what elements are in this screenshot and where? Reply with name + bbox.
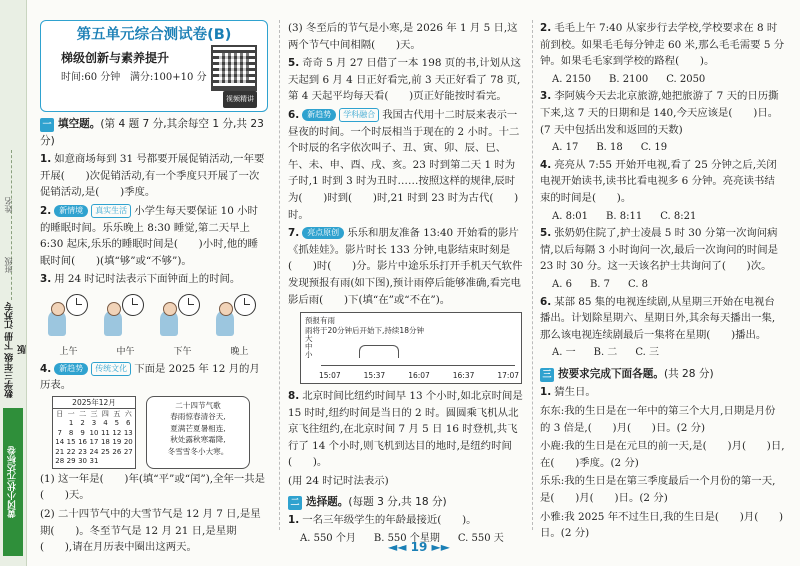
time-ticks xyxy=(319,368,519,385)
clock-label: 晚上 xyxy=(230,346,249,357)
calendar-day[interactable] xyxy=(54,419,65,429)
choice-1 xyxy=(288,512,524,529)
calendar-and-poem xyxy=(52,396,268,469)
option: B. 7 xyxy=(589,278,611,290)
calendar-day[interactable] xyxy=(111,457,122,467)
poem-line: 二十四节气歌 xyxy=(175,400,221,410)
page-number: ◄◄ 19 ►► xyxy=(388,540,450,554)
question-number: 3. xyxy=(540,90,552,103)
child-icon xyxy=(216,310,234,336)
clock-icon xyxy=(66,294,88,316)
birthday-line: 乐乐:我的生日是在第三季度最后一个月份的第一天,是( )月( )日。(2 分) xyxy=(540,475,776,505)
option: A. 17 xyxy=(552,142,579,154)
question-4-sub-2: (2) 二十四节气中的大雪节气是 12 月 7 日,是星期( )。冬至节气是 12 月 21 日,是星期( ),请在月历表中圈出这两天。 xyxy=(40,507,261,554)
option: A. 一 xyxy=(552,347,576,359)
column-right xyxy=(540,20,785,544)
calendar-day[interactable]: 21 xyxy=(55,447,65,456)
calendar-day[interactable]: 1 xyxy=(68,419,74,428)
question-3 xyxy=(40,271,268,288)
poem-line: 秋处露秋寒霜降, xyxy=(170,435,226,445)
weekday-header: 四 xyxy=(101,409,109,418)
weather-levels xyxy=(305,335,313,359)
weekday-header: 五 xyxy=(113,409,121,418)
question-text: 小学生每天要保证 10 小时的睡眠时间。乐乐晚上 8:30 睡觉,第二天早上 6:30 起床,乐乐的睡眠时间是( )小时,他的睡眠时间( )(填“够”或“不够”)。 xyxy=(40,204,258,267)
choice-2 xyxy=(540,20,785,70)
option: A. 2150 xyxy=(552,73,592,85)
question-number: 4. xyxy=(40,362,52,375)
option: B. 二 xyxy=(593,347,618,359)
page-subtitle: 梯级创新与素养提升 xyxy=(61,50,170,65)
calendar-day[interactable]: 24 xyxy=(89,447,99,456)
choice-2-options xyxy=(540,72,785,89)
option: B. 2100 xyxy=(609,73,649,85)
section-header xyxy=(540,366,785,383)
child-icon xyxy=(48,310,66,336)
level-label: 小 xyxy=(305,350,313,360)
clock-label: 上午 xyxy=(59,346,78,357)
exam-time: 时间:60 分钟 xyxy=(61,72,121,84)
spine-subject: 数学三年级 下册 江苏专版 xyxy=(5,301,28,399)
calendar-day[interactable]: 31 xyxy=(89,457,99,466)
tick-label: 16:07 xyxy=(408,371,430,381)
clock-icon xyxy=(122,294,144,316)
section-number: 三 xyxy=(540,368,554,382)
calendar-day[interactable]: 17 xyxy=(89,438,99,447)
question-text: 北京时间比纽约时间早 13 个小时,如北京时间是 15 时时,纽约时间是当日的 2 时。圆圆乘飞机从北京飞往纽约,在北京时间 7 月 5 日 16 时登机,共飞行了 14 个小时,则飞机到达目的地时,是纽约时间( )。 xyxy=(288,390,523,469)
calendar-day[interactable]: 18 xyxy=(100,438,110,447)
calendar-title: 2025年12月 xyxy=(53,397,135,409)
tag-badge: 亮点原创 xyxy=(302,227,344,239)
section-title: 填空题。 xyxy=(58,118,101,130)
calendar-day[interactable]: 27 xyxy=(123,447,133,456)
question-number: 6. xyxy=(288,108,300,121)
calendar-day[interactable]: 3 xyxy=(91,419,97,428)
birthday-line: 小鹿:我的生日是在元旦的前一天,是( )月( )日,在( )季度。(2 分) xyxy=(540,440,785,469)
option: C. 8:21 xyxy=(660,210,697,222)
calendar-day[interactable]: 19 xyxy=(112,438,122,447)
question-text: 乐乐和朋友准备 13:40 开始看的影片《抓娃娃》。影片时长 133 分钟,电影结束时刻是( )时( )分。影片中途乐乐打开手机天气软件发现预报有雨(如下图),预计雨停后能够准确,看完电影后雨( )下(填“在”或“不在”)。 xyxy=(288,227,523,306)
option: A. 550 个月 xyxy=(300,532,356,544)
calendar-day[interactable]: 25 xyxy=(100,447,110,456)
clock-label: 中午 xyxy=(116,346,135,357)
qr-code-icon[interactable] xyxy=(211,45,257,91)
weekday-header: 三 xyxy=(90,409,98,418)
question-6 xyxy=(288,107,524,223)
rain-curve xyxy=(359,345,399,358)
option: C. 三 xyxy=(635,347,659,359)
question-number: 1. xyxy=(40,153,52,166)
question-number: 2. xyxy=(540,22,552,34)
problem-1 xyxy=(540,384,785,401)
choice-5 xyxy=(540,225,785,275)
choice-3 xyxy=(540,88,785,138)
child-icon xyxy=(104,310,122,336)
calendar-day[interactable]: 16 xyxy=(78,438,88,447)
section-note: (第 4 题 7 分,其余每空 1 分,共 23 分) xyxy=(40,118,264,147)
tag-badge: 新趋势 xyxy=(302,109,336,121)
question-number: 5. xyxy=(288,57,300,70)
question-text: 亮亮从 7:55 开始开电视,看了 25 分钟之后,关闭电视开始读书,读书比看电视多 6 分钟。亮亮读书结束的时间是( )。 xyxy=(540,158,777,204)
question-4-sub-3: (3) 冬至后的节气是小寒,是 2026 年 1 月 5 日,这两个节气中间相隔( )天。 xyxy=(288,22,518,51)
qr-label: 视频精讲 xyxy=(223,91,257,108)
question-number: 6. xyxy=(540,295,552,308)
question-7 xyxy=(288,225,524,308)
tick-label: 17:07 xyxy=(497,371,519,381)
field-name-label: 姓名 xyxy=(4,197,13,213)
level-label: 大 xyxy=(305,334,313,344)
question-number: 8. xyxy=(288,390,300,403)
question-text: 如意商场每到 31 号都要开展促销活动,一年要开展( )次促销活动,有一个季度只开展了一次促销活动,是( )季度。 xyxy=(40,153,265,199)
birthday-line: 小雅:我 2025 年不过生日,我的生日是( )月( )日。(2 分) xyxy=(540,510,784,540)
solar-terms-poem xyxy=(146,396,250,469)
option: A. 8:01 xyxy=(552,210,589,222)
calendar-day[interactable]: 6 xyxy=(126,419,131,428)
calendar-day[interactable]: 26 xyxy=(112,447,122,456)
option: C. 550 天 xyxy=(457,532,504,544)
option: C. 2050 xyxy=(666,73,706,85)
clock-scene xyxy=(156,294,200,338)
calendar-day[interactable]: 15 xyxy=(66,438,76,447)
question-4 xyxy=(40,361,268,394)
child-icon xyxy=(160,310,178,336)
calendar-day[interactable]: 13 xyxy=(123,428,133,437)
choice-3-options xyxy=(540,140,785,157)
poem-line: 夏满芒夏暑相连, xyxy=(170,423,226,433)
question-1 xyxy=(40,151,268,201)
calendar-day[interactable]: 20 xyxy=(123,438,133,447)
tick-label: 15:07 xyxy=(319,371,341,381)
choice-4-options xyxy=(540,209,785,226)
tick-label: 15:37 xyxy=(363,371,386,381)
section-number: 一 xyxy=(40,118,54,132)
column-divider xyxy=(279,20,280,530)
question-text: 我国古代用十二时辰来表示一昼夜的时间。一个时辰相当于现在的 2 小时。十二个时辰的名字依次叫子、丑、寅、卯、辰、巳、午、未、申、酉、戌、亥。23 时到第二天 1 时为子时,1 时到 3 时为丑时……按照这样的规律,辰时为( )时到( )时,21 时到 23 时为古代( )时。 xyxy=(288,108,520,221)
question-5 xyxy=(288,55,524,105)
question-text: 猜生日。 xyxy=(554,386,596,399)
tick-label: 16:37 xyxy=(452,371,475,381)
question-text: 一名三年级学生的年龄最接近( )。 xyxy=(302,514,477,527)
calendar-day[interactable]: 28 xyxy=(55,457,65,466)
time-axis xyxy=(321,365,515,366)
tag-subject: 学科融合 xyxy=(339,108,379,122)
book-spine xyxy=(0,0,27,566)
calendar-day[interactable]: 14 xyxy=(55,438,65,447)
question-text: 奇奇 5 月 27 日借了一本 198 页的书,计划从这天起到 6 月 4 日正好看完,前 3 天正好看了 78 页,第 4 天起平均每天看( )页正好能按时看完。 xyxy=(288,57,521,103)
weekday-header: 六 xyxy=(124,409,132,418)
calendar-day[interactable]: 22 xyxy=(66,447,76,456)
calendar-day[interactable]: 7 xyxy=(57,428,62,437)
choice-5-options xyxy=(540,277,785,294)
birthday-line: 东东:我的生日是在一年中的第三个大月,日期是月份的 3 倍是,( )月( )日。(2 分) xyxy=(540,405,776,434)
calendar xyxy=(52,396,136,469)
calendar-day[interactable]: 23 xyxy=(78,447,88,456)
calendar-day[interactable]: 30 xyxy=(78,457,88,466)
tag-subject: 真实生活 xyxy=(91,204,131,218)
question-2 xyxy=(40,203,268,269)
choice-6 xyxy=(540,294,785,344)
question-number: 4. xyxy=(540,158,552,171)
question-8-note: (用 24 时记时法表示) xyxy=(288,475,389,488)
option: C. 19 xyxy=(640,142,668,154)
exam-score: 满分:100+10 分 xyxy=(129,72,207,84)
section-header xyxy=(40,116,268,149)
clock-scene xyxy=(44,294,88,338)
question-number: 1. xyxy=(288,514,300,527)
question-number: 1. xyxy=(540,386,552,399)
choice-6-options xyxy=(540,345,785,362)
clock-scene xyxy=(212,294,256,338)
column-divider xyxy=(532,20,533,530)
question-number: 2. xyxy=(40,204,52,217)
poem-line: 冬雪雪冬小大寒。 xyxy=(167,446,229,456)
calendar-day[interactable]: 29 xyxy=(66,457,76,466)
option: B. 18 xyxy=(596,142,623,154)
section-header xyxy=(288,494,524,511)
weather-title: 预报有雨 xyxy=(305,316,335,326)
option: B. 550 个星期 xyxy=(373,532,440,544)
question-text: 毛毛上午 7:40 从家步行去学校,学校要求在 8 时前到校。如果毛毛每分钟走 60 米,那么毛毛需要 5 分钟。如果毛毛家到学校的路程( )。 xyxy=(540,22,785,68)
clock-scene xyxy=(100,294,144,338)
question-text: 李阿姨今天去北京旅游,她把旅游了 7 天的日历撕下来,这 7 天的日期和是 140,今天应该是( )日。(7 天中包括出发和返回的天数) xyxy=(540,90,779,136)
question-number: 7. xyxy=(288,227,300,240)
column-middle xyxy=(288,20,524,547)
poem-line: 春雨惊春清谷天, xyxy=(170,412,226,422)
tag-badge: 新情境 xyxy=(54,205,88,217)
weekday-header: 一 xyxy=(67,409,75,418)
choice-4 xyxy=(540,157,785,207)
question-text: 张奶奶住院了,护士凌晨 5 时 30 分第一次询问病情,以后每隔 3 小时询问一次,最后一次询问的时间是 23 时 30 分。这一天该名护士共询问了( )次。 xyxy=(540,227,779,273)
calendar-grid xyxy=(53,409,135,468)
calendar-day[interactable]: 5 xyxy=(114,419,120,428)
field-class-label: 班级 xyxy=(4,257,13,273)
option: B. 8:11 xyxy=(606,210,643,222)
clock-labels xyxy=(40,344,268,361)
clock-icon xyxy=(178,294,200,316)
level-label: 中 xyxy=(305,342,313,352)
question-4-sub-1: (1) 这一年是( )年(填“平”或“闰”),全年一共是( )天。 xyxy=(40,472,266,502)
section-number: 二 xyxy=(288,496,302,510)
calendar-day[interactable]: 4 xyxy=(103,419,108,428)
question-8 xyxy=(288,388,524,471)
question-text: 某部 85 集的电视连续剧,从星期三开始在电视台播出。计划除星期六、星期日外,其余每天播出一集,那么该电视连续剧最后一集将在星期( )播出。 xyxy=(540,295,776,341)
weekday-header: 日 xyxy=(56,409,64,418)
weather-forecast-chart xyxy=(300,312,522,384)
section-title: 选择题。 xyxy=(306,495,349,508)
weather-line: 雨将于20分钟后开始下,持续18分钟 xyxy=(305,326,424,336)
calendar-day[interactable]: 2 xyxy=(80,419,85,428)
title-box xyxy=(40,20,268,112)
calendar-day[interactable]: 10 xyxy=(89,428,99,437)
calendar-day[interactable] xyxy=(100,457,111,467)
calendar-day[interactable]: 12 xyxy=(112,428,122,437)
calendar-day[interactable]: 11 xyxy=(100,428,110,437)
clock-icon xyxy=(234,294,256,316)
spine-brand: 黄冈小状元达标卷 xyxy=(3,408,23,556)
question-text: 用 24 时记时法表示下面钟面上的时间。 xyxy=(54,273,241,286)
calendar-day[interactable]: 8 xyxy=(68,428,74,437)
clock-illustrations xyxy=(40,290,268,342)
section-note: (共 28 分) xyxy=(663,367,714,380)
section-title: 按要求完成下面各题。 xyxy=(558,367,664,380)
option: C. 8 xyxy=(628,278,649,290)
question-number: 5. xyxy=(540,227,552,240)
calendar-day[interactable]: 9 xyxy=(80,428,85,437)
tag-subject: 传统文化 xyxy=(91,362,131,376)
page-title: 第五单元综合测试卷(B) xyxy=(76,27,232,43)
weekday-header: 二 xyxy=(79,409,87,418)
option: A. 6 xyxy=(552,278,572,290)
clock-label: 下午 xyxy=(173,346,192,357)
question-text: 下面是 2025 年 12 月的月历表。 xyxy=(40,362,260,392)
tag-badge: 新趋势 xyxy=(54,363,88,375)
question-number: 3. xyxy=(40,273,52,286)
section-note: (每题 3 分,共 18 分) xyxy=(348,495,447,508)
column-left xyxy=(40,20,268,558)
weather-head xyxy=(305,316,424,336)
